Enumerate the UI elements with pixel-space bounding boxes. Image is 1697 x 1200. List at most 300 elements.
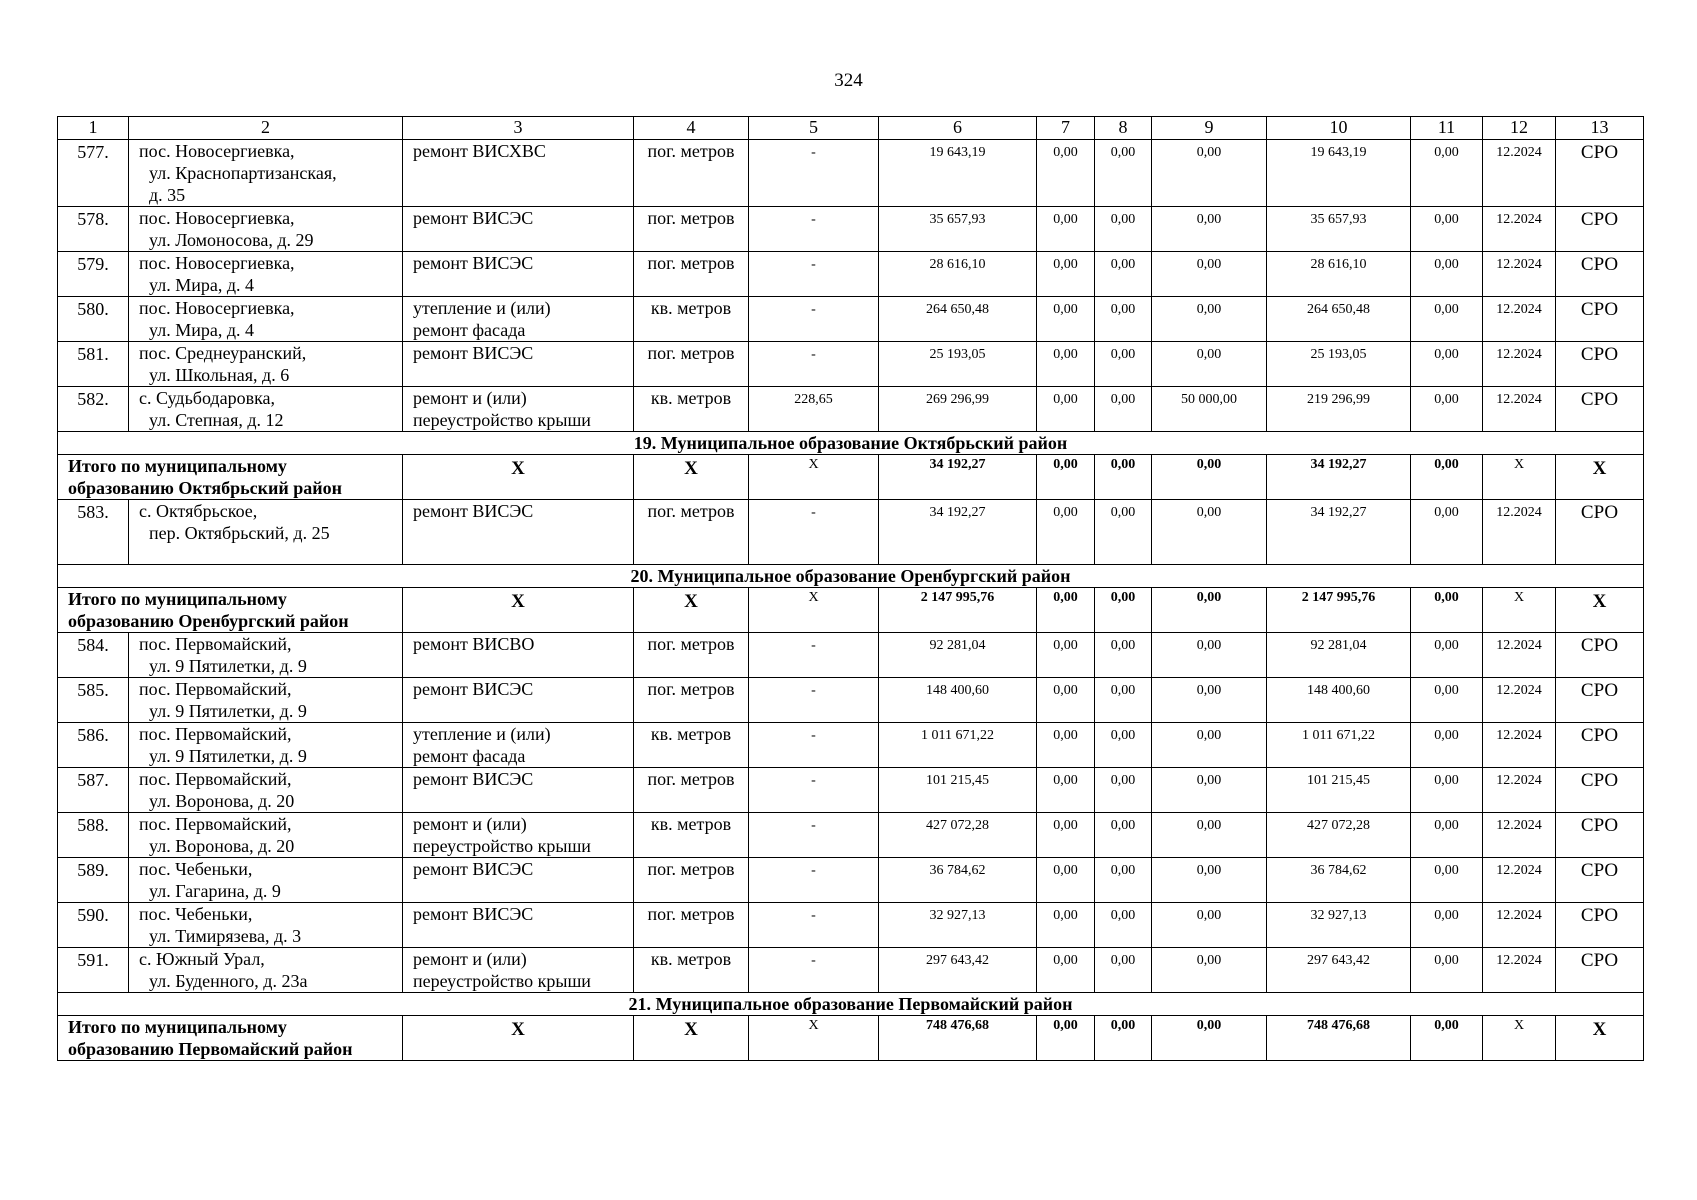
cell-line: Итого по муниципальному: [68, 456, 287, 476]
cell-line: ул. Школьная, д. 6: [149, 365, 290, 385]
cell-line: утепление и (или): [413, 724, 551, 744]
row-number: 584.: [58, 633, 129, 678]
header-cell: 10: [1267, 117, 1411, 140]
header-cell: 9: [1152, 117, 1267, 140]
value-c10: 264 650,48: [1267, 297, 1411, 342]
total-label: [58, 588, 403, 633]
cell-line: образованию Оренбургский район: [68, 611, 349, 631]
value-c9: 50 000,00: [1152, 387, 1267, 432]
cell-line: пос. Чебеньки,: [139, 904, 253, 924]
value-c7: 0,00: [1037, 633, 1095, 678]
cell-line: ул. Ломоносова, д. 29: [149, 230, 314, 250]
value-c6: 36 784,62: [879, 858, 1037, 903]
value-c9: 0,00: [1152, 207, 1267, 252]
value-c10: 25 193,05: [1267, 342, 1411, 387]
work-type: [403, 342, 634, 387]
row-number: 582.: [58, 387, 129, 432]
value-c11: 0,00: [1411, 500, 1483, 565]
total-c7: 0,00: [1037, 455, 1095, 500]
work-type: [403, 297, 634, 342]
value-c5: -: [749, 678, 879, 723]
address: [129, 858, 403, 903]
table-row: [58, 500, 1644, 565]
cell-line: ул. Буденного, д. 23а: [149, 971, 308, 991]
value-c12: 12.2024: [1483, 903, 1556, 948]
header-cell: 1: [58, 117, 129, 140]
value-c5: -: [749, 813, 879, 858]
total-c9: 0,00: [1152, 455, 1267, 500]
value-c9: 0,00: [1152, 858, 1267, 903]
funding-source: СРО: [1556, 252, 1644, 297]
cell-line: ремонт ВИСЭС: [413, 253, 534, 273]
cell-line: ул. Воронова, д. 20: [149, 836, 295, 856]
cell-line: пос. Первомайский,: [139, 814, 292, 834]
total-c6: 748 476,68: [879, 1016, 1037, 1061]
cell-line: ремонт ВИСЭС: [413, 859, 534, 879]
unit: кв. метров: [634, 813, 749, 858]
cell-line: пос. Первомайский,: [139, 679, 292, 699]
cell-line: ремонт ВИСЭС: [413, 501, 534, 521]
cell-line: пос. Первомайский,: [139, 724, 292, 744]
value-c11: 0,00: [1411, 342, 1483, 387]
value-c7: 0,00: [1037, 342, 1095, 387]
cell-line: переустройство крыши: [413, 971, 591, 991]
value-c7: 0,00: [1037, 252, 1095, 297]
value-c8: 0,00: [1095, 903, 1152, 948]
value-c6: 148 400,60: [879, 678, 1037, 723]
funding-source: СРО: [1556, 858, 1644, 903]
cell-line: утепление и (или): [413, 298, 551, 318]
table-row: [58, 768, 1644, 813]
value-c9: 0,00: [1152, 140, 1267, 207]
value-c12: 12.2024: [1483, 140, 1556, 207]
cell-line: ул. 9 Пятилетки, д. 9: [149, 656, 307, 676]
header-cell: 8: [1095, 117, 1152, 140]
value-c8: 0,00: [1095, 813, 1152, 858]
value-c7: 0,00: [1037, 387, 1095, 432]
value-c5: -: [749, 768, 879, 813]
value-c6: 264 650,48: [879, 297, 1037, 342]
header-cell: 7: [1037, 117, 1095, 140]
unit: пог. метров: [634, 252, 749, 297]
cell-line: пер. Октябрьский, д. 25: [149, 523, 330, 543]
value-c11: 0,00: [1411, 387, 1483, 432]
total-c7: 0,00: [1037, 588, 1095, 633]
total-c3: X: [403, 1016, 634, 1061]
total-c7: 0,00: [1037, 1016, 1095, 1061]
value-c5: -: [749, 858, 879, 903]
value-c6: 28 616,10: [879, 252, 1037, 297]
value-c12: 12.2024: [1483, 723, 1556, 768]
cell-line: ремонт и (или): [413, 949, 527, 969]
address: [129, 252, 403, 297]
cell-line: переустройство крыши: [413, 836, 591, 856]
cell-line: ул. Степная, д. 12: [149, 410, 284, 430]
total-c13: X: [1556, 455, 1644, 500]
total-c6: 34 192,27: [879, 455, 1037, 500]
value-c11: 0,00: [1411, 858, 1483, 903]
total-c8: 0,00: [1095, 588, 1152, 633]
row-number: 577.: [58, 140, 129, 207]
value-c6: 34 192,27: [879, 500, 1037, 565]
value-c12: 12.2024: [1483, 342, 1556, 387]
value-c5: -: [749, 252, 879, 297]
value-c9: 0,00: [1152, 500, 1267, 565]
cell-line: ремонт и (или): [413, 814, 527, 834]
header-cell: 2: [129, 117, 403, 140]
total-c9: 0,00: [1152, 1016, 1267, 1061]
row-number: 587.: [58, 768, 129, 813]
cell-line: ремонт и (или): [413, 388, 527, 408]
work-type: [403, 813, 634, 858]
value-c9: 0,00: [1152, 903, 1267, 948]
value-c10: 148 400,60: [1267, 678, 1411, 723]
cell-line: ремонт фасада: [413, 746, 526, 766]
work-type: [403, 858, 634, 903]
cell-line: д. 35: [149, 185, 186, 205]
address: [129, 903, 403, 948]
value-c9: 0,00: [1152, 948, 1267, 993]
cell-line: Итого по муниципальному: [68, 1017, 287, 1037]
cell-line: ул. Мира, д. 4: [149, 320, 254, 340]
header-cell: 5: [749, 117, 879, 140]
cell-line: пос. Первомайский,: [139, 769, 292, 789]
funding-source: СРО: [1556, 723, 1644, 768]
cell-line: пос. Новосергиевка,: [139, 253, 295, 273]
section-title: 21. Муниципальное образование Первомайский район: [58, 993, 1644, 1016]
value-c12: 12.2024: [1483, 858, 1556, 903]
value-c5: -: [749, 500, 879, 565]
section-header: [58, 565, 1644, 588]
cell-line: пос. Новосергиевка,: [139, 298, 295, 318]
row-number: 578.: [58, 207, 129, 252]
value-c7: 0,00: [1037, 297, 1095, 342]
work-type: [403, 207, 634, 252]
work-type: [403, 633, 634, 678]
value-c12: 12.2024: [1483, 948, 1556, 993]
row-number: 591.: [58, 948, 129, 993]
total-c6: 2 147 995,76: [879, 588, 1037, 633]
row-number: 586.: [58, 723, 129, 768]
value-c10: 28 616,10: [1267, 252, 1411, 297]
row-number: 590.: [58, 903, 129, 948]
cell-line: пос. Чебеньки,: [139, 859, 253, 879]
value-c12: 12.2024: [1483, 297, 1556, 342]
section-header: [58, 993, 1644, 1016]
value-c6: 25 193,05: [879, 342, 1037, 387]
row-number: 580.: [58, 297, 129, 342]
table-row: [58, 723, 1644, 768]
cell-line: ремонт ВИСЭС: [413, 208, 534, 228]
value-c11: 0,00: [1411, 903, 1483, 948]
total-c10: 2 147 995,76: [1267, 588, 1411, 633]
address: [129, 342, 403, 387]
value-c10: 92 281,04: [1267, 633, 1411, 678]
cell-line: пос. Первомайский,: [139, 634, 292, 654]
total-c8: 0,00: [1095, 1016, 1152, 1061]
table-row: [58, 858, 1644, 903]
work-type: [403, 678, 634, 723]
value-c9: 0,00: [1152, 297, 1267, 342]
capital-repair-table: [57, 116, 1644, 1061]
unit: пог. метров: [634, 858, 749, 903]
address: [129, 207, 403, 252]
table-row: [58, 297, 1644, 342]
value-c7: 0,00: [1037, 903, 1095, 948]
cell-line: ул. Гагарина, д. 9: [149, 881, 281, 901]
unit: кв. метров: [634, 723, 749, 768]
value-c6: 1 011 671,22: [879, 723, 1037, 768]
total-c11: 0,00: [1411, 588, 1483, 633]
address: [129, 813, 403, 858]
value-c8: 0,00: [1095, 678, 1152, 723]
value-c5: -: [749, 948, 879, 993]
value-c11: 0,00: [1411, 252, 1483, 297]
value-c5: 228,65: [749, 387, 879, 432]
work-type: [403, 768, 634, 813]
total-row: [58, 1016, 1644, 1061]
cell-line: пос. Среднеуранский,: [139, 343, 307, 363]
value-c8: 0,00: [1095, 252, 1152, 297]
value-c8: 0,00: [1095, 207, 1152, 252]
value-c7: 0,00: [1037, 723, 1095, 768]
value-c12: 12.2024: [1483, 252, 1556, 297]
total-c9: 0,00: [1152, 588, 1267, 633]
value-c11: 0,00: [1411, 140, 1483, 207]
row-number: 579.: [58, 252, 129, 297]
work-type: [403, 903, 634, 948]
value-c10: 36 784,62: [1267, 858, 1411, 903]
value-c11: 0,00: [1411, 678, 1483, 723]
value-c12: 12.2024: [1483, 813, 1556, 858]
value-c9: 0,00: [1152, 723, 1267, 768]
value-c12: 12.2024: [1483, 633, 1556, 678]
address: [129, 140, 403, 207]
cell-line: ул. Мира, д. 4: [149, 275, 254, 295]
value-c6: 297 643,42: [879, 948, 1037, 993]
address: [129, 500, 403, 565]
cell-line: ул. Воронова, д. 20: [149, 791, 295, 811]
value-c7: 0,00: [1037, 678, 1095, 723]
value-c7: 0,00: [1037, 500, 1095, 565]
header-row: [58, 117, 1644, 140]
value-c8: 0,00: [1095, 948, 1152, 993]
value-c7: 0,00: [1037, 207, 1095, 252]
table-row: [58, 207, 1644, 252]
header-cell: 4: [634, 117, 749, 140]
work-type: [403, 387, 634, 432]
total-c5: X: [749, 455, 879, 500]
value-c8: 0,00: [1095, 297, 1152, 342]
row-number: 589.: [58, 858, 129, 903]
value-c11: 0,00: [1411, 207, 1483, 252]
value-c12: 12.2024: [1483, 500, 1556, 565]
table-row: [58, 678, 1644, 723]
value-c5: -: [749, 207, 879, 252]
total-c11: 0,00: [1411, 455, 1483, 500]
total-c13: X: [1556, 588, 1644, 633]
value-c9: 0,00: [1152, 768, 1267, 813]
unit: пог. метров: [634, 342, 749, 387]
value-c5: -: [749, 297, 879, 342]
total-c12: X: [1483, 455, 1556, 500]
address: [129, 297, 403, 342]
address: [129, 768, 403, 813]
value-c11: 0,00: [1411, 297, 1483, 342]
value-c8: 0,00: [1095, 342, 1152, 387]
value-c10: 219 296,99: [1267, 387, 1411, 432]
value-c8: 0,00: [1095, 500, 1152, 565]
table-row: [58, 252, 1644, 297]
total-c10: 748 476,68: [1267, 1016, 1411, 1061]
value-c7: 0,00: [1037, 858, 1095, 903]
row-number: 588.: [58, 813, 129, 858]
funding-source: СРО: [1556, 500, 1644, 565]
total-c5: X: [749, 1016, 879, 1061]
total-c12: X: [1483, 1016, 1556, 1061]
value-c8: 0,00: [1095, 387, 1152, 432]
value-c10: 297 643,42: [1267, 948, 1411, 993]
cell-line: ремонт ВИСЭС: [413, 343, 534, 363]
work-type: [403, 723, 634, 768]
cell-line: ремонт ВИСВО: [413, 634, 535, 654]
value-c10: 19 643,19: [1267, 140, 1411, 207]
address: [129, 678, 403, 723]
funding-source: СРО: [1556, 342, 1644, 387]
unit: кв. метров: [634, 297, 749, 342]
table-row: [58, 387, 1644, 432]
funding-source: СРО: [1556, 903, 1644, 948]
funding-source: СРО: [1556, 948, 1644, 993]
page-number: 324: [834, 70, 863, 91]
section-title: 19. Муниципальное образование Октябрьский район: [58, 432, 1644, 455]
value-c6: 92 281,04: [879, 633, 1037, 678]
value-c8: 0,00: [1095, 633, 1152, 678]
cell-line: с. Октябрьское,: [139, 501, 258, 521]
value-c8: 0,00: [1095, 858, 1152, 903]
total-c5: X: [749, 588, 879, 633]
total-label: [58, 1016, 403, 1061]
value-c7: 0,00: [1037, 140, 1095, 207]
value-c11: 0,00: [1411, 633, 1483, 678]
cell-line: ремонт ВИСЭС: [413, 679, 534, 699]
header-cell: 3: [403, 117, 634, 140]
header-cell: 11: [1411, 117, 1483, 140]
total-row: [58, 455, 1644, 500]
value-c6: 427 072,28: [879, 813, 1037, 858]
cell-line: пос. Новосергиевка,: [139, 141, 295, 161]
value-c10: 34 192,27: [1267, 500, 1411, 565]
unit: пог. метров: [634, 207, 749, 252]
total-c12: X: [1483, 588, 1556, 633]
cell-line: ремонт ВИСЭС: [413, 769, 534, 789]
funding-source: СРО: [1556, 387, 1644, 432]
value-c10: 1 011 671,22: [1267, 723, 1411, 768]
value-c7: 0,00: [1037, 768, 1095, 813]
address: [129, 723, 403, 768]
value-c6: 32 927,13: [879, 903, 1037, 948]
table-row: [58, 342, 1644, 387]
address: [129, 387, 403, 432]
total-c13: X: [1556, 1016, 1644, 1061]
unit: пог. метров: [634, 140, 749, 207]
value-c11: 0,00: [1411, 948, 1483, 993]
cell-line: Итого по муниципальному: [68, 589, 287, 609]
address: [129, 633, 403, 678]
work-type: [403, 948, 634, 993]
value-c9: 0,00: [1152, 342, 1267, 387]
work-type: [403, 252, 634, 297]
cell-line: переустройство крыши: [413, 410, 591, 430]
table-row: [58, 140, 1644, 207]
total-c3: X: [403, 588, 634, 633]
value-c12: 12.2024: [1483, 678, 1556, 723]
value-c10: 32 927,13: [1267, 903, 1411, 948]
address: [129, 948, 403, 993]
value-c10: 35 657,93: [1267, 207, 1411, 252]
value-c6: 35 657,93: [879, 207, 1037, 252]
table-row: [58, 903, 1644, 948]
total-c4: X: [634, 455, 749, 500]
table-row: [58, 633, 1644, 678]
value-c5: -: [749, 140, 879, 207]
value-c9: 0,00: [1152, 813, 1267, 858]
value-c10: 427 072,28: [1267, 813, 1411, 858]
value-c12: 12.2024: [1483, 768, 1556, 813]
value-c10: 101 215,45: [1267, 768, 1411, 813]
value-c9: 0,00: [1152, 678, 1267, 723]
unit: пог. метров: [634, 768, 749, 813]
section-header: [58, 432, 1644, 455]
total-c3: X: [403, 455, 634, 500]
funding-source: СРО: [1556, 140, 1644, 207]
unit: пог. метров: [634, 633, 749, 678]
value-c7: 0,00: [1037, 813, 1095, 858]
unit: пог. метров: [634, 500, 749, 565]
funding-source: СРО: [1556, 633, 1644, 678]
header-cell: 13: [1556, 117, 1644, 140]
value-c7: 0,00: [1037, 948, 1095, 993]
row-number: 585.: [58, 678, 129, 723]
funding-source: СРО: [1556, 207, 1644, 252]
total-c8: 0,00: [1095, 455, 1152, 500]
value-c5: -: [749, 723, 879, 768]
total-label: [58, 455, 403, 500]
funding-source: СРО: [1556, 678, 1644, 723]
cell-line: ремонт ВИСЭС: [413, 904, 534, 924]
value-c5: -: [749, 903, 879, 948]
cell-line: ул. 9 Пятилетки, д. 9: [149, 746, 307, 766]
total-row: [58, 588, 1644, 633]
table-row: [58, 948, 1644, 993]
total-c10: 34 192,27: [1267, 455, 1411, 500]
value-c8: 0,00: [1095, 140, 1152, 207]
value-c9: 0,00: [1152, 252, 1267, 297]
row-number: 583.: [58, 500, 129, 565]
value-c12: 12.2024: [1483, 387, 1556, 432]
unit: кв. метров: [634, 948, 749, 993]
value-c11: 0,00: [1411, 813, 1483, 858]
value-c5: -: [749, 342, 879, 387]
unit: пог. метров: [634, 903, 749, 948]
value-c8: 0,00: [1095, 768, 1152, 813]
cell-line: ул. Тимирязева, д. 3: [149, 926, 302, 946]
work-type: [403, 140, 634, 207]
cell-line: с. Южный Урал,: [139, 949, 265, 969]
value-c6: 269 296,99: [879, 387, 1037, 432]
row-number: 581.: [58, 342, 129, 387]
cell-line: с. Судьбодаровка,: [139, 388, 276, 408]
